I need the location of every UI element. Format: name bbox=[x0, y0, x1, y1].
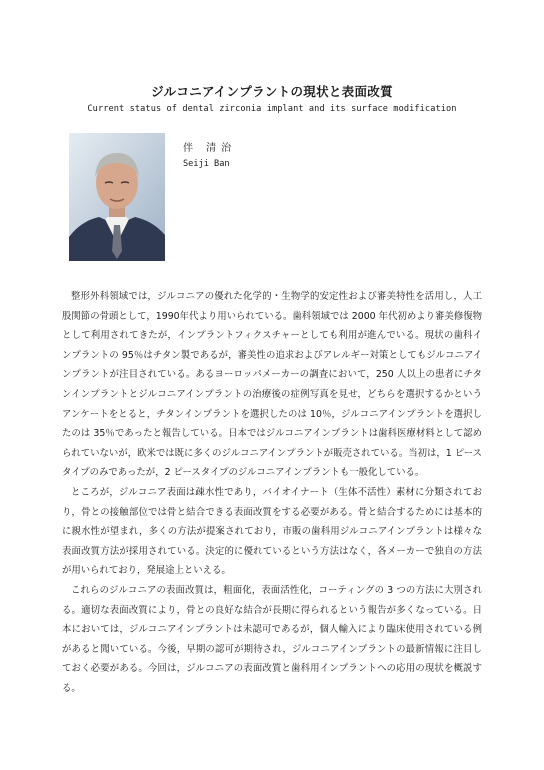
article-title: ジルコニアインプラントの現状と表面改質 bbox=[151, 84, 393, 99]
author-photo bbox=[69, 133, 165, 261]
body-paragraph: ところが，ジルコニア表面は疎水性であり，バイオイナート（生体不活性）素材に分類されており，骨との接触部位では骨と結合できる表面改質をする必要がある。骨と結合するためには基本的に親水性が望まれ，多くの方法が提案されており，市販の歯科用ジルコニアインプラントは様々な表面改質方法が採用されている。決定的に優れているという方法はなく，各メーカーで独自の方法が用いられており，発展途上といえる。 bbox=[62, 486, 482, 577]
article-body bbox=[62, 287, 482, 698]
author-name-japanese: 伴 清治 bbox=[183, 143, 237, 154]
author-name-english: Seiji Ban bbox=[183, 159, 230, 169]
body-paragraph: 整形外科領域では，ジルコニアの優れた化学的・生物学的安定性および審美特性を活用し，人工股関節の骨頭として，1990年代より用いられている。歯科領域では 2000 年代初めより審美修復物として利用されてきたが，インプラントフィクスチャーとしても利用が進んでいる。現状の歯科インプラントの 95％はチタン製であるが，審美性の追求およびアレルギー対策としてもジルコニアインプラントが注目されている。あるヨーロッパメーカーの調査において，250 人以上の患者にチタンインプラントとジルコニアインプラントの治療後の症例写真を見せ，どちらを選択するかというアンケートをとると，チタンインプラントを選択したのは 10％，ジルコニアインプラントを選択したのは 35％であったと報告している。日本ではジルコニアインプラントは歯科医療材料として認められていないが，欧米では既に多くのジルコニアインプラントが販売されている。当初は，1 ピースタイプのみであったが，2 ピースタイプのジルコニアインプラントも一般化している。 bbox=[62, 291, 482, 479]
article-title-english: Current status of dental zirconia implant and its surface modification bbox=[87, 104, 457, 114]
body-paragraph: これらのジルコニアの表面改質は，粗面化，表面活性化，コーティングの 3 つの方法に大別される。適切な表面改質により，骨との良好な結合が長期に得られるという報告が多くなっている。日本においては，ジルコニアインプラントは未認可であるが，個人輸入により臨床使用されている例があると聞いている。今後，早期の認可が期待され，ジルコニアインプラントの最新情報に注目しておく必要がある。今回は，ジルコニアの表面改質と歯科用インプラントへの応用の現状を概説する。 bbox=[62, 584, 482, 694]
